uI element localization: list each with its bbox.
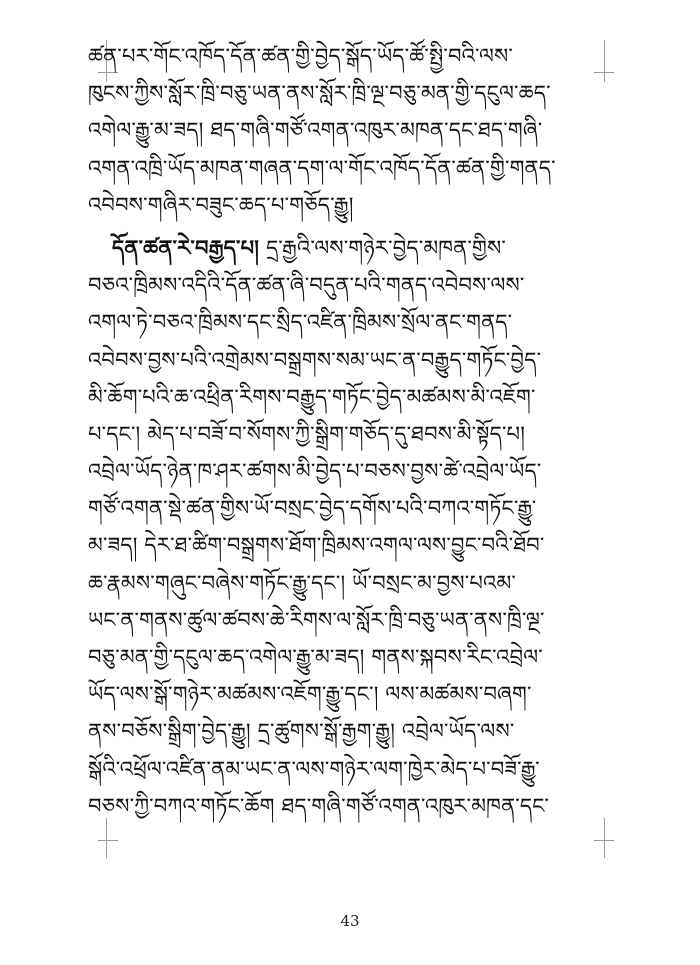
text-line: སྒོའི་འཕྲོལ་འཛིན་ནམ་ཡང་ན་ལས་གཉེར་ལག་ཁྱེར་མེད་པ་བཟོ་རྒྱུ་ (88, 756, 540, 781)
text-line-rest: དྲ་རྒྱའི་ལས་གཉེར་བྱེད་མཁན་གྱིས་ (259, 235, 506, 260)
text-line: པ་དང་། མེད་པ་བཟོ་བ་སོགས་ཀྱི་སྒྲིག་གཅོད་དུ་ཐབས་མི་སྟོད་པ། (88, 421, 526, 446)
text-line: འགལ་ཏེ་བཅའ་ཁྲིམས་དང་སྲིད་འཛིན་ཁྲིམས་སྲོལ་ནང་གནད་ (88, 310, 513, 335)
paragraph-2 (88, 230, 628, 825)
text-line: ཡང་ན་གནས་ཚུལ་ཚབས་ཆེ་རིགས་ལ་སློར་ཁྲི་བཅུ་ཡན་ནས་ཁྲི་ལྔ་ (88, 607, 545, 632)
text-line: ཆ་རྣམས་གཞུང་བཞེས་གཏོང་རྒྱུ་དང་། ཡོ་བསྲང་མ་བྱས་པའམ་ (88, 570, 517, 595)
text-line: བཅའ་ཁྲིམས་འདིའི་དོན་ཚན་ཞི་བདུན་པའི་གནད་འབེབས་ལས་ (88, 273, 525, 298)
text-line: ནས་བཅོས་སྒྲིག་བྱེད་རྒྱུ། དྲ་ཚུགས་སྒོ་རྒྱག་རྒྱུ། འབྲེལ་ཡོད་ལས་ (88, 719, 515, 744)
text-line: འབྲེལ་ཡོད་ཉེན་ཁ་ཤར་ཚགས་མི་བྱེད་པ་བཅས་བྱས་ཚེ་འབྲེལ་ཡོད་ (88, 459, 542, 484)
text-line: འབེབས་བྱས་པའི་འགྲེམས་བསྒྲགས་སམ་ཡང་ན་བརྒྱུད་གཏོང་བྱེད་ (88, 347, 542, 372)
crop-mark-bottom-left-horizontal (98, 840, 118, 841)
article-heading: དོན་ཚན་རེ་བརྒྱད་པ། (112, 235, 260, 260)
crop-mark-bottom-right-horizontal (594, 840, 614, 841)
text-line: འགན་འཁྲི་ཡོད་མཁན་གཞན་དག་ལ་གོང་འཁོད་དོན་ཚན་གྱི་གནད་ (88, 155, 556, 180)
text-line: ཡོད་ལས་སྒོ་གཉེར་མཚམས་འཇོག་རྒྱུ་དང་། ལས་མཚམས་བཞག་ (88, 682, 532, 707)
text-line: གཙོ་འགན་སྡེ་ཚན་གྱིས་ཡོ་བསྲང་བྱེད་དགོས་པའི་བཀའ་གཏོང་རྒྱུ་ (88, 496, 537, 521)
paragraph-2-first-line (88, 230, 628, 267)
text-line: ཁུངས་ཀྱིས་སློར་ཁྲི་བཅུ་ཡན་ནས་སློར་ཁྲི་ལྔ་བཅུ་མན་གྱི་དངུལ་ཆད་ (88, 81, 551, 106)
page-number: 43 (340, 912, 360, 930)
text-line: མ་ཟད། དེར་ཐ་ཚིག་བསྒྲགས་ཐོག་ཁྲིམས་འགལ་ལས་བྱུང་བའི་ཐོབ་ (88, 533, 545, 558)
body-text (88, 38, 628, 825)
text-line: བཅས་ཀྱི་བཀའ་གཏོང་ཆོག ཐད་གཞི་གཙོ་འགན་འཁུར་མཁན་དང་ (88, 793, 550, 818)
text-line: བཅུ་མན་གྱི་དངུལ་ཆད་འགེལ་རྒྱུ་མ་ཟད། གནས་སྐབས་རིང་འབྲེལ་ (88, 645, 543, 669)
text-line: འགེལ་རྒྱུ་མ་ཟད། ཐད་གཞི་གཙོ་འགན་འཁུར་མཁན་དང་ཐད་གཞི་ (88, 118, 543, 143)
paragraph-1 (88, 38, 628, 224)
text-line: མི་ཆོག་པའི་ཆ་འཕྲིན་རིགས་བརྒྱུད་གཏོང་བྱེད་མཚམས་མི་འཇོག་ (88, 384, 536, 409)
text-line: ཚན་པར་གོང་འཁོད་དོན་ཚན་གྱི་བྱེད་སྒོད་ཡོད་ཚོ་སྤྱི་བའི་ལས་ (88, 44, 514, 68)
text-line: འབེབས་གཞིར་བཟུང་ཆད་པ་གཅོད་རྒྱུ། (88, 192, 354, 217)
